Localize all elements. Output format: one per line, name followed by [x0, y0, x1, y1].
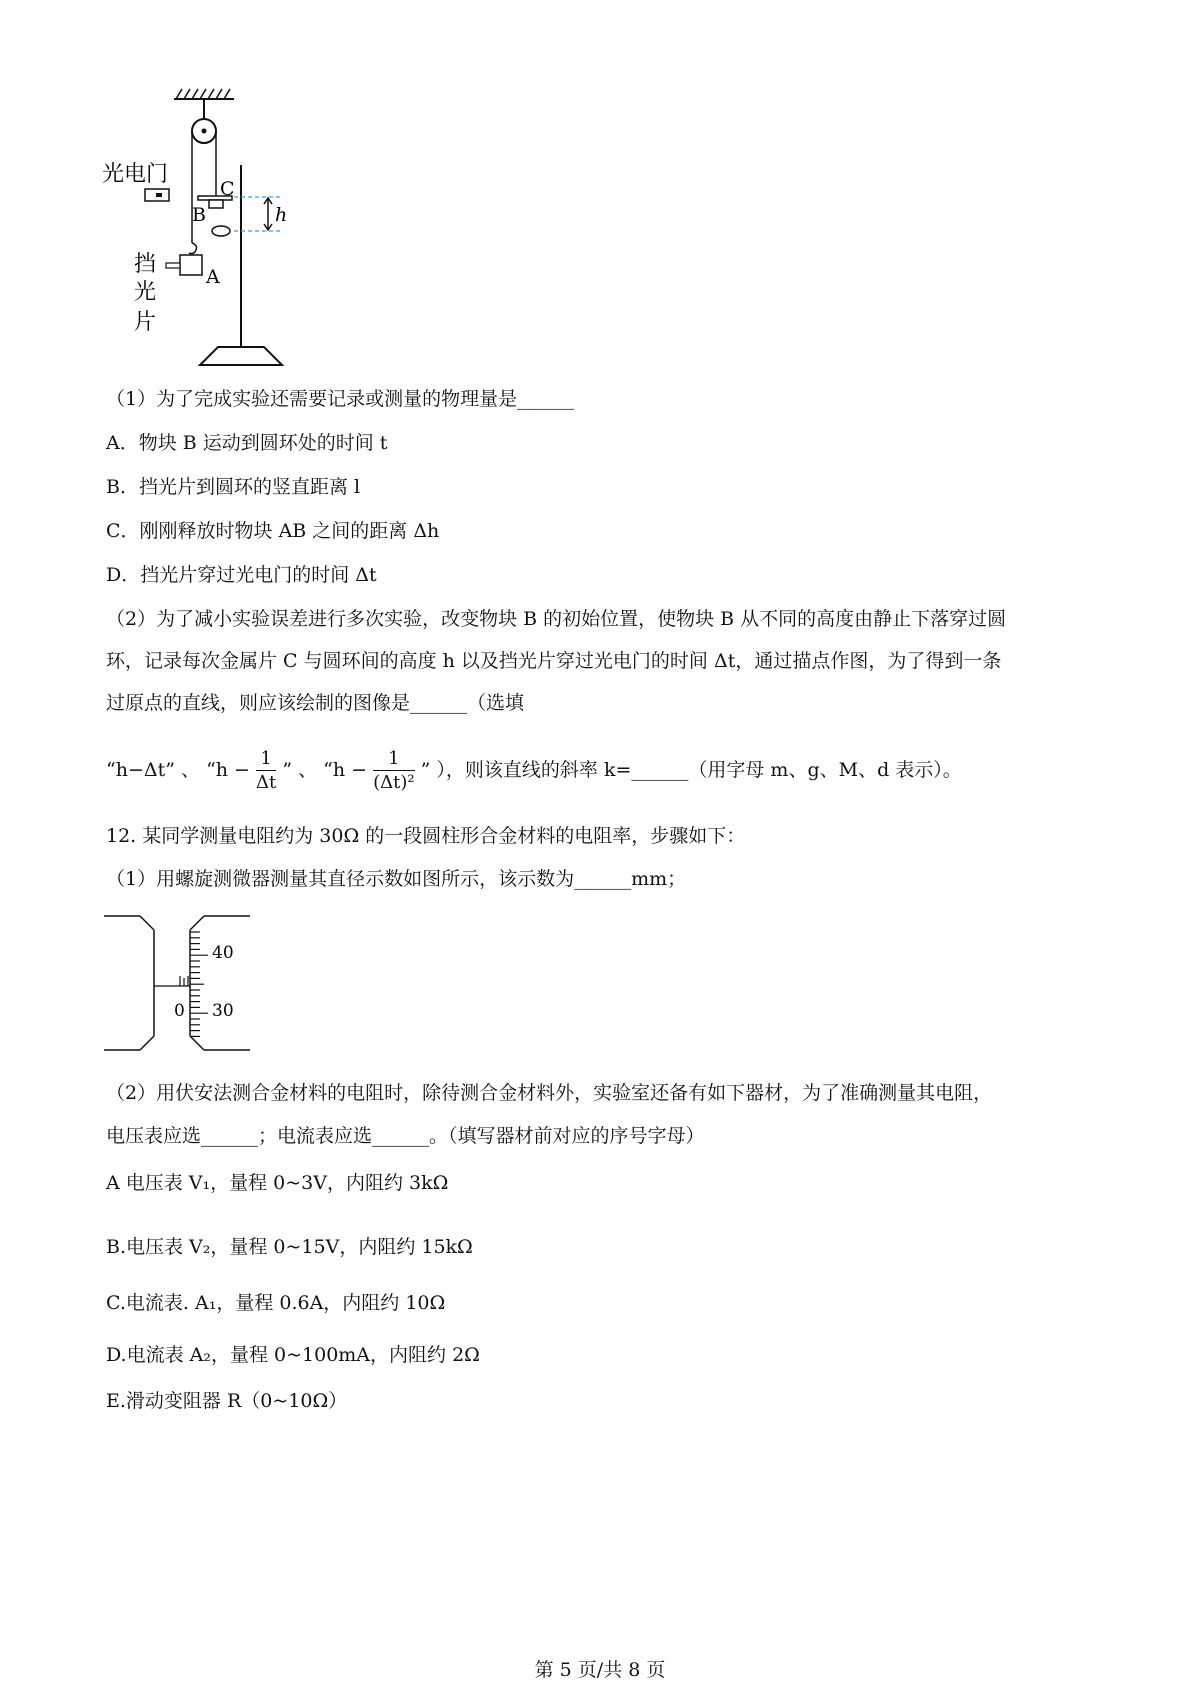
label-b: B	[192, 204, 206, 226]
q11-1-option-d: D．挡光片穿过光电门的时间 Δt	[106, 564, 377, 586]
separator: 、	[181, 759, 201, 781]
q12-option-e: E.滑动变阻器 R（0~10Ω）	[106, 1390, 348, 1412]
choice-h-inv-dt2	[323, 747, 436, 793]
choice-text: ”	[420, 759, 431, 781]
fraction-denominator: (Δt)²	[373, 771, 415, 793]
fraction-numerator: 1	[256, 748, 276, 771]
label-guang: 光	[134, 280, 157, 305]
photogate-label: 光电门	[102, 162, 169, 187]
label-dang: 挡	[134, 252, 157, 277]
choice-text: “h −	[323, 759, 368, 781]
label-a: A	[206, 266, 220, 288]
fraction	[256, 748, 276, 795]
fraction-numerator: 1	[373, 748, 415, 771]
q12-option-a: A 电压表 V₁，量程 0~3V，内阻约 3kΩ	[106, 1172, 449, 1194]
q11-2-choices	[106, 740, 962, 800]
q11-1-option-c: C．刚刚释放时物块 AB 之间的距离 Δh	[106, 520, 440, 542]
choice-text: “h −	[206, 759, 250, 781]
fraction-denominator: Δt	[256, 771, 277, 793]
q11-1-stem: （1）为了完成实验还需要记录或测量的物理量是______	[106, 388, 575, 410]
q12-part1: （1）用螺旋测微器测量其直径示数如图所示，该示数为______mm；	[106, 868, 687, 890]
q12-option-b: B.电压表 V₂，量程 0~15V，内阻约 15kΩ	[106, 1236, 473, 1258]
label-pian: 片	[134, 310, 157, 335]
label-c: C	[220, 178, 235, 200]
q11-2-line3: 过原点的直线，则应该绘制的图像是______（选填	[106, 692, 525, 714]
fraction	[373, 748, 415, 795]
q12-option-c: C.电流表. A₁，量程 0.6A，内阻约 10Ω	[106, 1292, 446, 1314]
page-footer: 第 5 页/共 8 页	[534, 1659, 666, 1681]
thimble-label-30: 30	[212, 1001, 234, 1021]
q12-option-d: D.电流表 A₂，量程 0~100mA，内阻约 2Ω	[106, 1344, 480, 1366]
choice-h-dt: “h−Δt”	[106, 759, 175, 781]
separator: 、	[298, 759, 318, 781]
q11-2-line2: 环，记录每次金属片 C 与圆环间的高度 h 以及挡光片穿过光电门的时间 Δt，通过描点作图，为了得到一条	[106, 650, 1002, 672]
q12-part2-line2: 电压表应选______；电流表应选______。（填写器材前对应的序号字母）	[106, 1125, 705, 1147]
q11-1-option-b: B．挡光片到圆环的竖直距离 l	[106, 476, 361, 498]
thimble-label-40: 40	[212, 943, 234, 963]
q12-part2-line1: （2）用伏安法测合金材料的电阻时，除待测合金材料外，实验室还备有如下器材，为了准确测量其电阻，	[106, 1082, 993, 1104]
q11-1-option-a: A．物块 B 运动到圆环处的时间 t	[106, 432, 388, 454]
label-h: h	[275, 204, 288, 226]
q11-2-tail: ），则该直线的斜率 k=______（用字母 m、g、M、d 表示）。	[436, 759, 962, 781]
sleeve-label-0: 0	[174, 1001, 185, 1021]
q12-stem: 12. 某同学测量电阻约为 30Ω 的一段圆柱形合金材料的电阻率，步骤如下：	[106, 825, 746, 847]
q11-2-line1: （2）为了减小实验误差进行多次实验，改变物块 B 的初始位置，使物块 B 从不同的高度由静止下落穿过圆	[106, 608, 1007, 630]
micrometer-figure	[104, 910, 254, 1055]
choice-text: ”	[282, 759, 293, 781]
apparatus-figure	[100, 85, 320, 375]
